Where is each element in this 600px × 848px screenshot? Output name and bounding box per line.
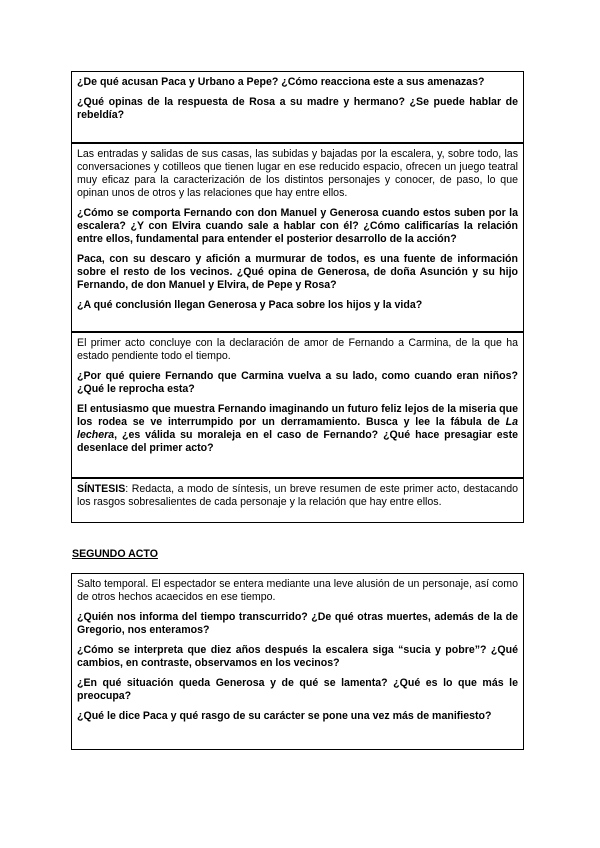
question: ¿Qué le dice Paca y qué rasgo de su carácter se pone una vez más de manifiesto?	[77, 710, 492, 722]
question: ¿Por qué quiere Fernando que Carmina vuelva a su lado, como cuando eran niños? ¿Qué le reprocha esta?	[77, 370, 518, 395]
question: Paca, con su descaro y afición a murmurar de todos, es una fuente de información sobre el resto de los vecinos. ¿Qué opina de Generosa, de doña Asunción y su hijo Fernando, de don Manuel y Elvira, de Pepe y Rosa?	[77, 253, 518, 291]
fable-title: La lechera	[77, 416, 518, 441]
section-heading: SEGUNDO ACTO	[72, 548, 158, 560]
question: ¿En qué situación queda Generosa y de qué se lamenta? ¿Qué es lo que más le preocupa?	[77, 677, 518, 702]
synthesis-label: SÍNTESIS	[77, 483, 126, 495]
synthesis-text	[77, 483, 518, 509]
intro-text: El primer acto concluye con la declaración de amor de Fernando a Carmina, de la que ha estado pendiente todo el tiempo.	[77, 337, 518, 362]
synthesis-box	[71, 478, 524, 523]
question-part: , ¿es válida su moraleja en el caso de Fernando? ¿Qué hace presagiar este desenlace del primer acto?	[77, 429, 518, 454]
question: ¿Quién nos informa del tiempo transcurrido? ¿De qué otras muertes, además de la de Gregorio, nos enteramos?	[77, 611, 518, 636]
question: ¿De qué acusan Paca y Urbano a Pepe? ¿Cómo reacciona este a sus amenazas?	[77, 76, 485, 88]
intro-text: Las entradas y salidas de sus casas, las subidas y bajadas por la escalera, y, sobre todo, las conversaciones y cotilleos que tienen lugar en ese reducido espacio, ofrecen un juego teatral muy eficaz para la caracterización de los distintos personajes y conocer, de paso, lo que opinan unos de otros y las relaciones que hay entre ellos.	[77, 148, 518, 199]
question: ¿Qué opinas de la respuesta de Rosa a su madre y hermano? ¿Se puede hablar de rebeldía?	[77, 96, 518, 121]
questions-box-1	[71, 71, 524, 143]
questions-box-3	[71, 332, 524, 478]
question: ¿A qué conclusión llegan Generosa y Paca sobre los hijos y la vida?	[77, 299, 423, 311]
questions-box-2	[71, 143, 524, 332]
question: ¿Cómo se comporta Fernando con don Manuel y Generosa cuando estos suben por la escalera? ¿Y con Elvira cuando sale a hablar con él? ¿Cómo calificarías la relación entre ellos, fundamental para entender el posterior desarrollo de la acción?	[77, 207, 518, 245]
question-part: El entusiasmo que muestra Fernando imaginando un futuro feliz lejos de la miseria que los rodea se ve interrumpido por un derramamiento. Busca y lee la fábula de	[77, 403, 518, 428]
synthesis-body: : Redacta, a modo de síntesis, un breve resumen de este primer acto, destacando los rasgos sobresalientes de cada personaje y la relación que hay entre ellos.	[77, 483, 518, 508]
question: ¿Cómo se interpreta que diez años después la escalera siga “sucia y pobre”? ¿Qué cambios, en contraste, observamos en los vecinos?	[77, 644, 518, 669]
question	[77, 403, 518, 455]
questions-box-5	[71, 573, 524, 750]
intro-text: Salto temporal. El espectador se entera mediante una leve alusión de un personaje, así como de otros hechos acaecidos en ese tiempo.	[77, 578, 518, 603]
